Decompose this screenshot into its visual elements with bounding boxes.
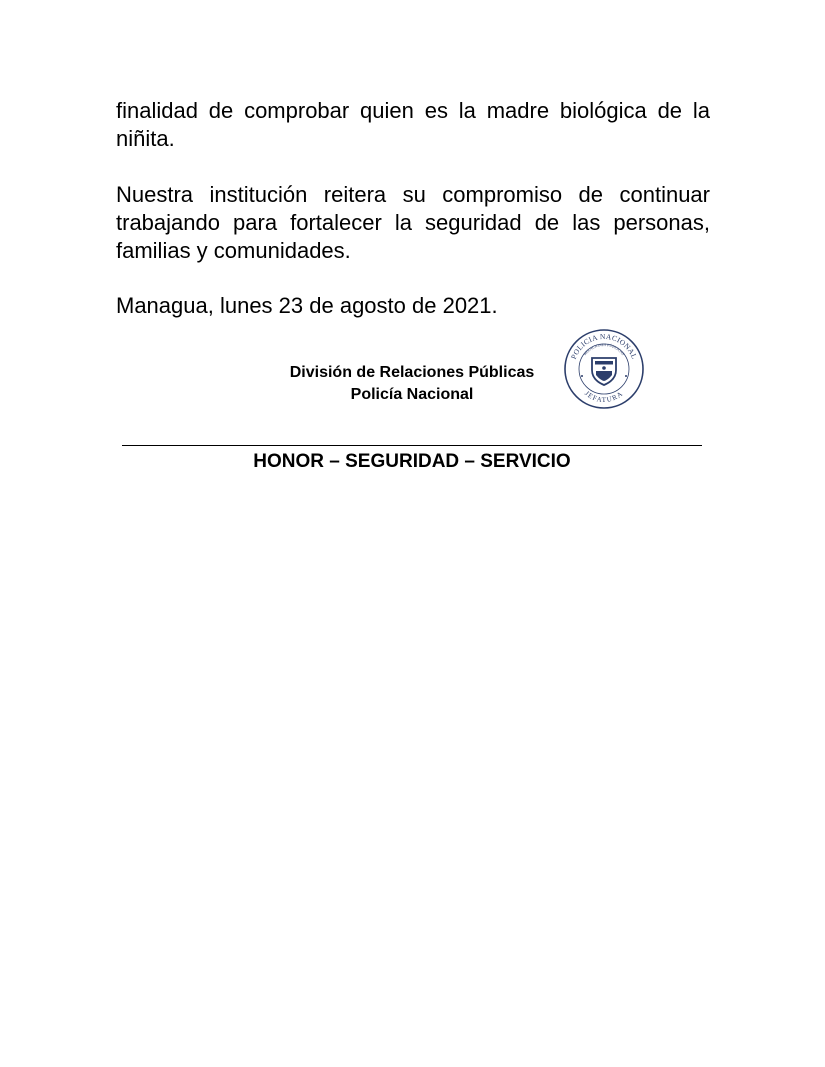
signature-division: División de Relaciones Públicas (289, 364, 535, 381)
signature-institution: Policía Nacional (350, 386, 474, 403)
badge-shield-icon (592, 358, 616, 385)
seal-inner-text: RELACIONES PÚBLICAS (583, 342, 626, 357)
signature-block (240, 362, 584, 406)
body-paragraph-2: Nuestra institución reitera su compromiso de continuar trabajando para fortalecer la seguridad de las personas, familias y comunidades. (116, 182, 710, 263)
svg-text:JEFATURA (583, 389, 625, 404)
footer-divider (122, 445, 702, 446)
seal-bottom-text: JEFATURA (583, 389, 625, 405)
footer-motto: HONOR – SEGURIDAD – SERVICIO (253, 451, 571, 472)
closing-date: Managua, lunes 23 de agosto de 2021. (116, 293, 498, 318)
police-seal-stamp (563, 328, 645, 410)
seal-top-text: POLICIA NACIONAL (568, 331, 640, 361)
body-paragraph-1: finalidad de comprobar quien es la madre biológica de la niñita. (116, 98, 710, 151)
